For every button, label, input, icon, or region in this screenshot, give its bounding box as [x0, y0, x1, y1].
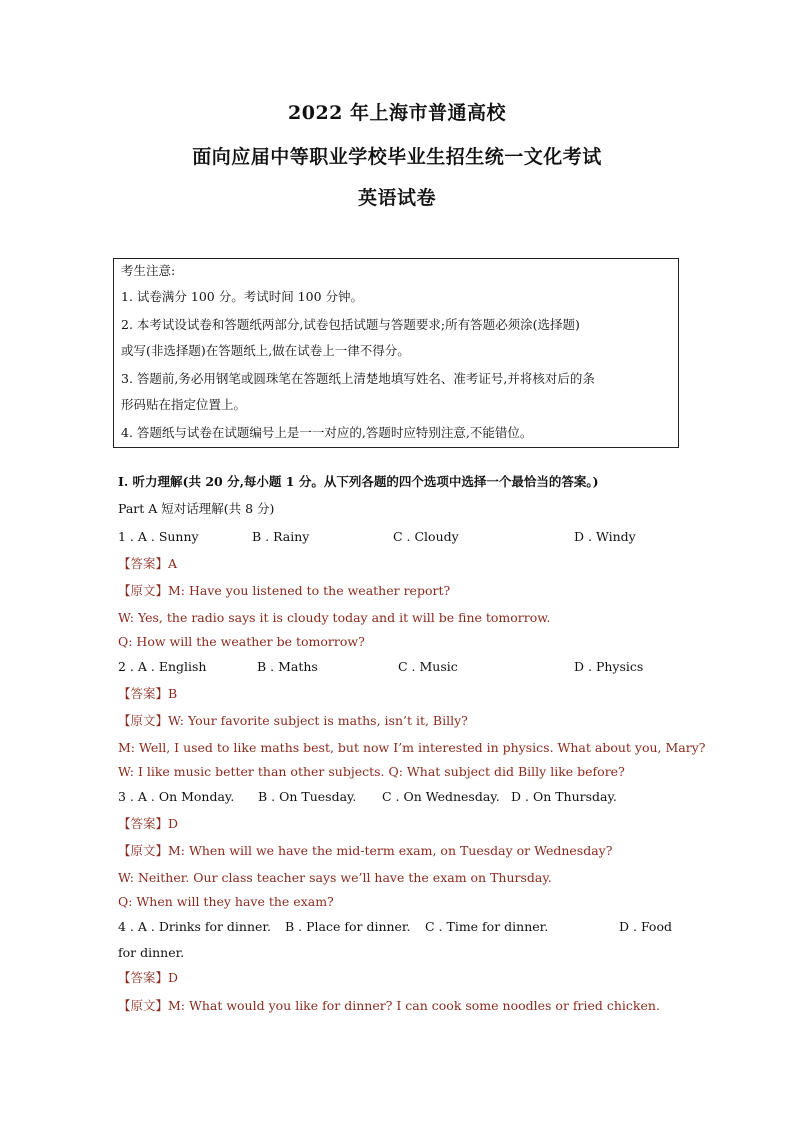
q1-option-d: D . Windy	[574, 529, 636, 544]
notice-heading: 考生注意:	[121, 263, 176, 278]
q1-option-c: C . Cloudy	[393, 529, 459, 544]
q2-answer: 【答案】B	[118, 686, 178, 701]
notice-item: 形码贴在指定位置上。	[121, 397, 247, 412]
notice-item: 3. 答题前,务必用钢笔或圆珠笔在答题纸上清楚地填写姓名、准考证号,并将核对后的条	[121, 371, 595, 386]
q4-option-b: B . Place for dinner.	[285, 919, 411, 934]
q3-answer: 【答案】D	[118, 816, 179, 831]
q1-answer: 【答案】A	[118, 556, 178, 571]
q4-option-a: 4 . A . Drinks for dinner.	[118, 919, 272, 934]
exam-title-year: 2022 年上海市普通高校	[288, 102, 506, 124]
q2-script-line: 【原文】W: Your favorite subject is maths, isn’t it, Billy?	[118, 713, 468, 728]
q3-option-b: B . On Tuesday.	[258, 789, 357, 804]
q1-script-line: 【原文】M: Have you listened to the weather report?	[118, 583, 451, 598]
notice-item: 1. 试卷满分 100 分。考试时间 100 分钟。	[121, 289, 364, 304]
notice-item: 或写(非选择题)在答题纸上,做在试卷上一律不得分。	[121, 343, 410, 358]
q3-option-d: D . On Thursday.	[511, 789, 617, 804]
q2-option-a: 2 . A . English	[118, 659, 207, 674]
q1-script-line: W: Yes, the radio says it is cloudy today and it will be fine tomorrow.	[118, 610, 551, 625]
q2-script-line: M: Well, I used to like maths best, but now I’m interested in physics. What about you, Mary?	[118, 740, 706, 755]
q4-answer: 【答案】D	[118, 970, 179, 985]
q1-option-b: B . Rainy	[252, 529, 310, 544]
part-heading: Part A 短对话理解(共 8 分)	[118, 501, 275, 516]
q2-option-c: C . Music	[398, 659, 458, 674]
q2-script-line: W: I like music better than other subjects. Q: What subject did Billy like before?	[118, 764, 625, 779]
q1-script-line: Q: How will the weather be tomorrow?	[118, 634, 365, 649]
q4-option-c: C . Time for dinner.	[425, 919, 549, 934]
candidate-notice-box	[113, 258, 679, 448]
q4-option-d-wrap: for dinner.	[118, 945, 185, 960]
q2-option-d: D . Physics	[574, 659, 644, 674]
q3-script-line: Q: When will they have the exam?	[118, 894, 334, 909]
q2-option-b: B . Maths	[257, 659, 318, 674]
q1-option-a: 1 . A . Sunny	[118, 529, 199, 544]
q3-option-a: 3 . A . On Monday.	[118, 789, 235, 804]
q3-script-line: 【原文】M: When will we have the mid-term exam, on Tuesday or Wednesday?	[118, 843, 613, 858]
notice-item: 2. 本考试设试卷和答题纸两部分,试卷包括试题与答题要求;所有答题必须涂(选择题)	[121, 317, 580, 332]
section-heading: Ⅰ. 听力理解(共 20 分,每小题 1 分。从下列各题的四个选项中选择一个最恰当的答案。)	[118, 474, 599, 489]
q4-script-line: 【原文】M: What would you like for dinner? I can cook some noodles or fried chicken.	[118, 998, 660, 1013]
exam-title-main: 面向应届中等职业学校毕业生招生统一文化考试	[192, 146, 602, 168]
q3-option-c: C . On Wednesday.	[382, 789, 500, 804]
exam-title-subject: 英语试卷	[357, 187, 436, 209]
q4-option-d: D . Food	[619, 919, 672, 934]
notice-item: 4. 答题纸与试卷在试题编号上是一一对应的,答题时应特别注意,不能错位。	[121, 425, 533, 440]
q3-script-line: W: Neither. Our class teacher says we’ll have the exam on Thursday.	[118, 870, 552, 885]
